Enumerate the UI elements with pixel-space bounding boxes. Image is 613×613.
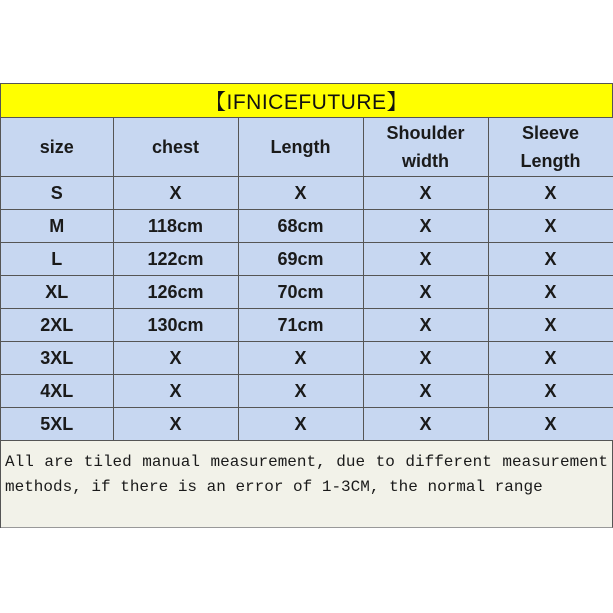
cell-sleeve-length: X — [488, 243, 613, 276]
cell-length: X — [238, 375, 363, 408]
cell-length: X — [238, 177, 363, 210]
table-row — [1, 342, 613, 375]
header-shoulder-width — [363, 118, 488, 177]
cell-chest: X — [113, 177, 238, 210]
size-chart — [0, 83, 613, 528]
table-header — [1, 118, 613, 177]
cell-chest: 118cm — [113, 210, 238, 243]
cell-shoulder-width: X — [363, 243, 488, 276]
table-row — [1, 177, 613, 210]
cell-size: S — [1, 177, 113, 210]
cell-length: X — [238, 342, 363, 375]
cell-size: L — [1, 243, 113, 276]
header-chest: chest — [113, 118, 238, 177]
header-size: size — [1, 118, 113, 177]
table-row — [1, 243, 613, 276]
cell-shoulder-width: X — [363, 408, 488, 441]
table-row — [1, 309, 613, 342]
cell-length: 71cm — [238, 309, 363, 342]
header-length: Length — [238, 118, 363, 177]
cell-length: 68cm — [238, 210, 363, 243]
measurement-note: All are tiled manual measurement, due to different measurement methods, if there is an error of 1-3CM, the normal range — [1, 441, 613, 528]
cell-sleeve-length: X — [488, 276, 613, 309]
cell-sleeve-length: X — [488, 342, 613, 375]
cell-sleeve-length: X — [488, 408, 613, 441]
cell-chest: 126cm — [113, 276, 238, 309]
cell-size: 2XL — [1, 309, 113, 342]
brand-title: 【IFNICEFUTURE】 — [1, 84, 613, 118]
header-row — [1, 118, 613, 177]
cell-chest: 122cm — [113, 243, 238, 276]
cell-length: 70cm — [238, 276, 363, 309]
table-row — [1, 375, 613, 408]
cell-chest: X — [113, 375, 238, 408]
header-sleeve-length — [488, 118, 613, 177]
table-row — [1, 408, 613, 441]
cell-sleeve-length: X — [488, 177, 613, 210]
cell-length: X — [238, 408, 363, 441]
size-table — [1, 118, 613, 441]
cell-length: 69cm — [238, 243, 363, 276]
cell-shoulder-width: X — [363, 276, 488, 309]
cell-chest: X — [113, 342, 238, 375]
cell-size: 3XL — [1, 342, 113, 375]
table-row — [1, 210, 613, 243]
cell-chest: 130cm — [113, 309, 238, 342]
header-sleeve-length-label: Sleeve Length — [520, 123, 581, 171]
cell-size: 5XL — [1, 408, 113, 441]
table-row — [1, 276, 613, 309]
cell-chest: X — [113, 408, 238, 441]
cell-size: M — [1, 210, 113, 243]
cell-sleeve-length: X — [488, 375, 613, 408]
cell-shoulder-width: X — [363, 309, 488, 342]
table-body — [1, 177, 613, 441]
cell-shoulder-width: X — [363, 210, 488, 243]
cell-sleeve-length: X — [488, 309, 613, 342]
cell-shoulder-width: X — [363, 375, 488, 408]
cell-sleeve-length: X — [488, 210, 613, 243]
cell-shoulder-width: X — [363, 177, 488, 210]
cell-shoulder-width: X — [363, 342, 488, 375]
header-shoulder-width-label: Shoulder width — [386, 123, 465, 171]
cell-size: 4XL — [1, 375, 113, 408]
cell-size: XL — [1, 276, 113, 309]
